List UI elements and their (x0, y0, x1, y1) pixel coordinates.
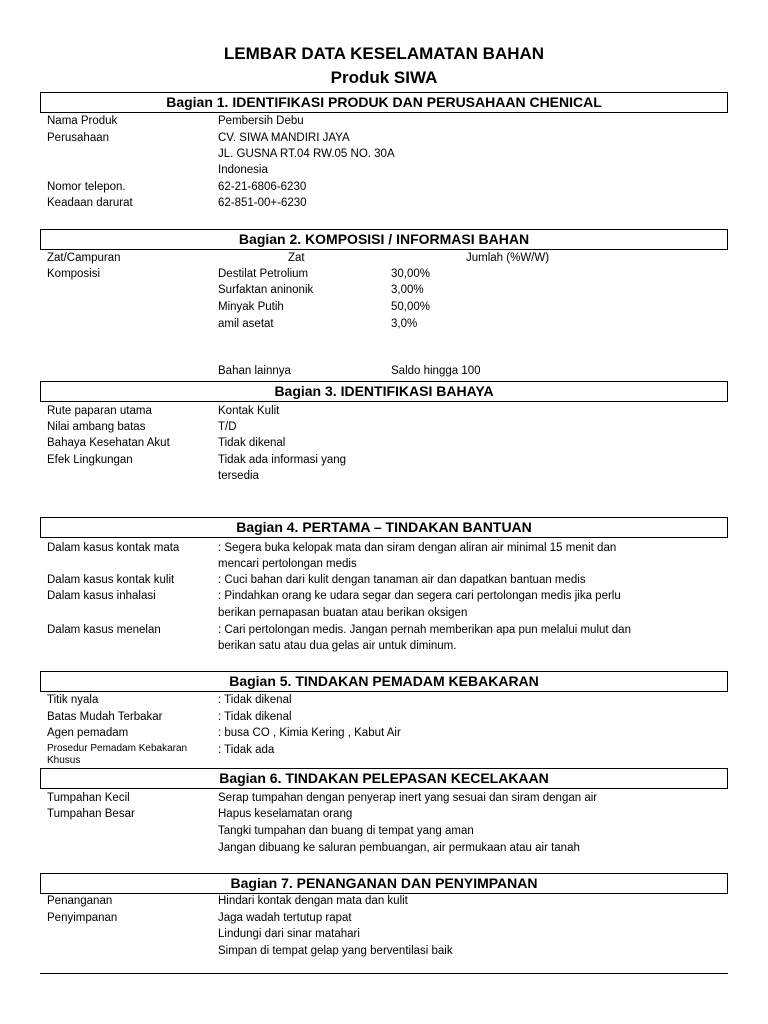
component-name: Minyak Putih (218, 301, 284, 313)
document-title: LEMBAR DATA KESELAMATAN BAHAN (223, 44, 545, 63)
section-3-header: Bagian 3. IDENTIFIKASI BAHAYA (40, 381, 728, 402)
label-inhalasi: Dalam kasus inhalasi (47, 590, 156, 602)
label-telepon: Nomor telepon. (47, 181, 126, 193)
section-1-header: Bagian 1. IDENTIFIKASI PRODUK DAN PERUSAHAAN CHENICAL (40, 92, 728, 113)
component-name: Surfaktan aninonik (218, 284, 314, 296)
label-tumpahan-kecil: Tumpahan Kecil (47, 792, 130, 804)
label-penanganan: Penanganan (47, 895, 113, 907)
footer-rule (40, 973, 728, 974)
fire-value: : Tidak dikenal (218, 711, 292, 723)
hazard-value: Tidak ada informasi yang (218, 454, 347, 466)
value-kontak-kulit: : Cuci bahan dari kulit dengan tanaman air dan dapatkan bantuan medis (218, 574, 586, 586)
section-2-header: Bagian 2. KOMPOSISI / INFORMASI BAHAN (40, 229, 728, 250)
section-7-header: Bagian 7. PENANGANAN DAN PENYIMPANAN (40, 873, 728, 894)
component-amount-lainnya: Saldo hingga 100 (391, 365, 481, 377)
section-5-header: Bagian 5. TINDAKAN PEMADAM KEBAKARAN (40, 671, 728, 692)
section-4-header: Bagian 4. PERTAMA – TINDAKAN BANTUAN (40, 517, 728, 538)
label-kontak-mata: Dalam kasus kontak mata (47, 542, 180, 554)
value-penyimpanan-2: Lindungi dari sinar matahari (218, 928, 360, 940)
value-perusahaan: CV. SIWA MANDIRI JAYA (218, 132, 350, 144)
document-subtitle: Produk SIWA (330, 68, 438, 87)
label-kontak-kulit: Dalam kasus kontak kulit (47, 574, 175, 586)
value-prosedur: : Tidak ada (218, 744, 275, 756)
value-kontak-mata-cont: mencari pertolongan medis (218, 558, 357, 570)
hazard-value: Tidak dikenal (218, 437, 286, 449)
fire-label: Agen pemadam (47, 727, 129, 739)
hazard-label: Rute paparan utama (47, 405, 152, 417)
value-darurat: 62-851-00+-6230 (218, 197, 307, 209)
component-amount: 50,00% (391, 301, 431, 313)
label-tumpahan-besar: Tumpahan Besar (47, 808, 135, 820)
fire-label: Titik nyala (47, 694, 99, 706)
value-tumpahan-besar-2: Tangki tumpahan dan buang di tempat yang aman (218, 825, 474, 837)
value-penanganan: Hindari kontak dengan mata dan kulit (218, 895, 408, 907)
hazard-value: Kontak Kulit (218, 405, 280, 417)
value-menelan-cont: berikan satu atau dua gelas air untuk diminum. (218, 640, 457, 652)
component-amount: 3,00% (391, 284, 424, 296)
component-amount: 3,0% (391, 318, 418, 330)
label-perusahaan: Perusahaan (47, 132, 110, 144)
hazard-value: T/D (218, 421, 237, 433)
hazard-label: Nilai ambang batas (47, 421, 146, 433)
value-inhalasi: : Pindahkan orang ke udara segar dan segera cari pertolongan medis jika perlu (218, 590, 621, 602)
label-prosedur-cont: Khusus (47, 755, 81, 766)
fire-value: : Tidak dikenal (218, 694, 292, 706)
component-name: amil asetat (218, 318, 274, 330)
col-zat: Zat (288, 252, 305, 264)
component-name: Destilat Petrolium (218, 268, 309, 280)
label-komposisi: Komposisi (47, 268, 101, 280)
col-zat-campuran: Zat/Campuran (47, 252, 121, 264)
hazard-value-cont: tersedia (218, 470, 259, 482)
hazard-label: Efek Lingkungan (47, 454, 133, 466)
value-kontak-mata: : Segera buka kelopak mata dan siram dengan aliran air minimal 15 menit dan (218, 542, 617, 554)
value-tumpahan-besar-3: Jangan dibuang ke saluran pembuangan, air permukaan atau air tanah (218, 842, 580, 854)
address-line-2: Indonesia (218, 164, 268, 176)
value-penyimpanan-3: Simpan di tempat gelap yang berventilasi baik (218, 945, 453, 957)
hazard-label: Bahaya Kesehatan Akut (47, 437, 170, 449)
fire-value: : busa CO , Kimia Kering , Kabut Air (218, 727, 401, 739)
label-nama-produk: Nama Produk (47, 115, 118, 127)
value-tumpahan-kecil: Serap tumpahan dengan penyerap inert yang sesuai dan siram dengan air (218, 792, 598, 804)
label-penyimpanan: Penyimpanan (47, 912, 118, 924)
value-menelan: : Cari pertolongan medis. Jangan pernah memberikan apa pun melalui mulut dan (218, 624, 631, 636)
address-line-1: JL. GUSNA RT.04 RW.05 NO. 30A (218, 148, 395, 160)
value-telepon: 62-21-6806-6230 (218, 181, 307, 193)
col-jumlah: Jumlah (%W/W) (466, 252, 550, 264)
value-tumpahan-besar: Hapus keselamatan orang (218, 808, 353, 820)
component-amount: 30,00% (391, 268, 431, 280)
value-inhalasi-cont: berikan pernapasan buatan atau berikan oksigen (218, 607, 468, 619)
fire-label: Batas Mudah Terbakar (47, 711, 163, 723)
value-penyimpanan: Jaga wadah tertutup rapat (218, 912, 352, 924)
label-darurat: Keadaan darurat (47, 197, 133, 209)
label-prosedur: Prosedur Pemadam Kebakaran (47, 743, 188, 754)
component-name-lainnya: Bahan lainnya (218, 365, 291, 377)
label-menelan: Dalam kasus menelan (47, 624, 161, 636)
section-6-header: Bagian 6. TINDAKAN PELEPASAN KECELAKAAN (40, 768, 728, 789)
value-nama-produk: Pembersih Debu (218, 115, 304, 127)
